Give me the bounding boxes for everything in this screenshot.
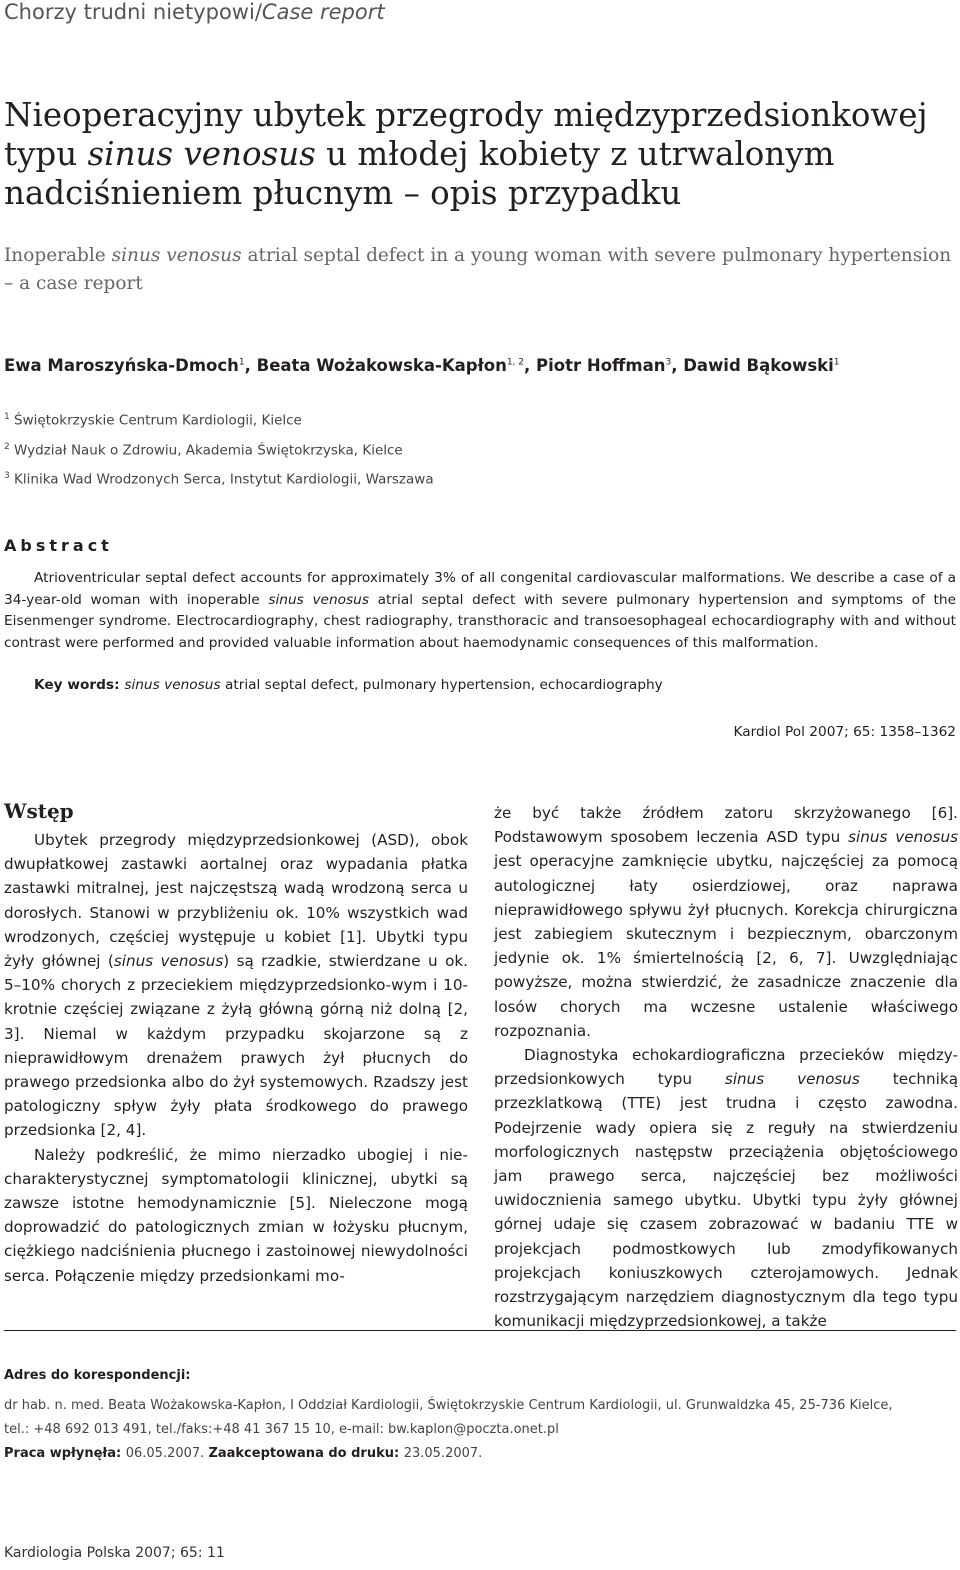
author-name: Beata Wożakowska-Kapłon bbox=[256, 356, 507, 375]
submission-dates bbox=[4, 1442, 956, 1466]
affiliation-item bbox=[4, 463, 954, 493]
affiliation-list bbox=[4, 404, 954, 493]
affiliation-text: Klinika Wad Wrodzonych Serca, Instytut Kardiologii, Warszawa bbox=[14, 471, 434, 488]
affiliation-text: Wydział Nauk o Zdrowiu, Akademia Świętokrzyska, Kielce bbox=[14, 442, 403, 458]
body-column-left bbox=[4, 796, 468, 1288]
keywords-text: atrial septal defect, pulmonary hypertension, echocardiography bbox=[220, 677, 663, 693]
affiliation-number: 3 bbox=[4, 471, 10, 481]
title-line-2-pre: typu bbox=[4, 135, 88, 173]
body-paragraph bbox=[494, 1043, 958, 1333]
subtitle-pre: Inoperable bbox=[4, 245, 112, 266]
affiliation-item bbox=[4, 434, 954, 464]
body-paragraph bbox=[494, 801, 958, 1043]
body-text-part: że być także źródłem zatoru skrzyżowanego [6]. Podstawowym sposobem leczenia ASD typu bbox=[494, 804, 958, 847]
body-text-part: techniką przezklatkową (TTE) jest trudna i często zawodna. Podejrzenie wady opiera się z reguły na stwierdzeniu morfologicznych następstw przeciążenia objętościowego jam prawego serca, najczęściej bez możliwości uwidocznienia samego ubytku. Ubytki typu żyły głównej górnej udaje się czasem zobrazować w badaniu TTE w projekcjach podmostkowych lub zmodyfikowanych projekcjach koniuszkowych czterojamowych. Jednak rozstrzygającym narzędziem diagnostycznym dla tego typu komunikacji międzyprzedsionkowej, a także bbox=[494, 1070, 958, 1331]
body-italic: sinus venosus bbox=[113, 952, 224, 971]
abstract-italic: sinus venosus bbox=[268, 591, 369, 608]
body-italic: sinus venosus bbox=[848, 828, 958, 847]
title-line-2-italic: sinus venosus bbox=[87, 135, 316, 173]
divider bbox=[4, 1330, 956, 1331]
author-separator: , bbox=[524, 356, 537, 375]
author-list bbox=[4, 356, 954, 375]
author-separator: , bbox=[671, 356, 684, 375]
abstract-heading: Abstract bbox=[4, 536, 113, 555]
body-text-part: ) są rzadkie, stwierdzane u ok. 5–10% chorych z przeciekiem międzyprzedsionko-wym i 10-krotnie częściej związane z żyłą główną górną niż dolną [2, 3]. Niemal w każdym przypadku skojarzone są z nieprawidłowym drenażem prawych żył płucnych do prawego przedsionka albo do żył systemowych. Rzadszy jest patologiczny spływ żyły płata środkowego do prawego przedsionka [2, 4]. bbox=[4, 952, 468, 1140]
author-name: Piotr Hoffman bbox=[536, 356, 666, 375]
accepted-date: 23.05.2007. bbox=[403, 1446, 483, 1461]
section-heading: Wstęp bbox=[4, 799, 74, 823]
author-affiliation-ref: 1 bbox=[238, 357, 245, 368]
author-name: Dawid Bąkowski bbox=[683, 356, 834, 375]
affiliation-number: 2 bbox=[4, 441, 10, 452]
body-paragraph bbox=[4, 828, 468, 1143]
correspondence-block bbox=[4, 1364, 956, 1466]
author-affiliation-ref: 3 bbox=[665, 357, 672, 368]
body-text-part: jest operacyjne zamknięcie ubytku, najczęściej za pomocą autologicznej łaty osierdziowej, oraz naprawa nieprawidłowego spływu żył płucnych. Korekcja chirurgiczna jest zabiegiem skutecznym i bezpiecznym, obarczonym jedynie ok. 1% śmiertelnością [2, 6, 7]. Uwzględniając powyższe, można stwierdzić, że zasadnicze znaczenie dla losów chorych ma wczesne ustalenie właściwego rozpoznania. bbox=[494, 852, 958, 1040]
subtitle-line-2: – a case report bbox=[4, 273, 143, 294]
correspondence-contact: tel.: +48 692 013 491, tel./faks:+48 41 367 15 10, e-mail: bw.kaplon@poczta.onet.pl bbox=[4, 1422, 559, 1437]
abstract-text-part: atrial septal defect with severe pulmonary hypertension and symptoms of the Eisenmenger syndrome. Electrocardiography, chest radiography, transthoracic and transoesophageal echocardiography with and without contrast were performed and provided valuable information about haemodynamic consequences of this malformation. bbox=[4, 591, 956, 651]
subtitle-post: atrial septal defect in a young woman with severe pulmonary hypertension bbox=[241, 245, 952, 266]
section-label bbox=[4, 0, 385, 24]
page-footer: Kardiologia Polska 2007; 65: 11 bbox=[4, 1545, 225, 1561]
keywords bbox=[34, 677, 954, 693]
keywords-label: Key words: bbox=[34, 677, 125, 693]
journal-citation: Kardiol Pol 2007; 65: 1358–1362 bbox=[733, 724, 956, 740]
accepted-label: Zaakceptowana do druku: bbox=[208, 1446, 404, 1461]
body-paragraph: Należy podkreślić, że mimo nierzadko ubogiej i nie-charakterystycznej symptomatologii klinicznej, ubytki są zawsze istotne hemodynamicznie [5]. Nieleczone mogą doprowadzić do patologicznych zmian w łożysku płucnym, ciężkiego nadciśnienia płucnego i zastoinowej niewydolności serca. Połączenie między przedsionkami mo- bbox=[4, 1145, 468, 1285]
correspondence-address: dr hab. n. med. Beata Wożakowska-Kapłon, I Oddział Kardiologii, Świętokrzyskie Centrum Kardiologii, ul. Grunwaldzka 45, 25-736 Kielce, bbox=[4, 1398, 893, 1413]
author-separator: , bbox=[244, 356, 257, 375]
body-text-part: Ubytek przegrody międzyprzedsionkowej (ASD), obok dwupłatkowej zastawki aortalnej oraz wypadania płatka zastawki mitralnej, jest najczęstszą wadą wrodzoną serca u dorosłych. Stanowi w przybliżeniu ok. 10% wszystkich wad wrodzonych, częściej występuje u kobiet [1]. Ubytki typu żyły głównej ( bbox=[4, 831, 468, 971]
abstract-text-part: Atrioventricular septal defect accounts for approximately 3% of all congenital cardiovascular malformations. We describe a case of a 34-year-old woman with inoperable bbox=[4, 570, 956, 608]
title-line-2-post: u młodej kobiety z utrwalonym bbox=[315, 135, 835, 173]
affiliation-text: Świętokrzyskie Centrum Kardiologii, Kielce bbox=[14, 412, 302, 429]
body-italic: sinus venosus bbox=[724, 1070, 860, 1089]
received-date: 06.05.2007. bbox=[125, 1446, 209, 1461]
abstract-text bbox=[4, 568, 956, 654]
title-line-3: nadciśnieniem płucnym – opis przypadku bbox=[4, 174, 682, 212]
title-line-1: Nieoperacyjny ubytek przegrody międzyprzedsionkowej bbox=[4, 96, 928, 134]
keywords-italic: sinus venosus bbox=[124, 677, 221, 693]
body-text-part: Diagnostyka echokardiograficzna przecieków między-przedsionkowych typu bbox=[494, 1046, 958, 1089]
subtitle-italic: sinus venosus bbox=[111, 245, 242, 266]
section-label-en: Case report bbox=[261, 0, 385, 24]
article-subtitle bbox=[4, 242, 954, 298]
author-name: Ewa Maroszyńska-Dmoch bbox=[4, 356, 239, 375]
affiliation-item bbox=[4, 404, 954, 434]
author-affiliation-ref: 1 bbox=[833, 357, 840, 368]
author-affiliation-ref: 1, 2 bbox=[506, 357, 525, 368]
section-label-pl: Chorzy trudni nietypowi/ bbox=[4, 0, 262, 24]
correspondence-heading: Adres do korespondencji: bbox=[4, 1368, 191, 1383]
received-label: Praca wpłynęła: bbox=[4, 1446, 126, 1461]
body-column-right bbox=[494, 801, 958, 1333]
article-title bbox=[4, 96, 954, 213]
affiliation-number: 1 bbox=[4, 412, 10, 422]
